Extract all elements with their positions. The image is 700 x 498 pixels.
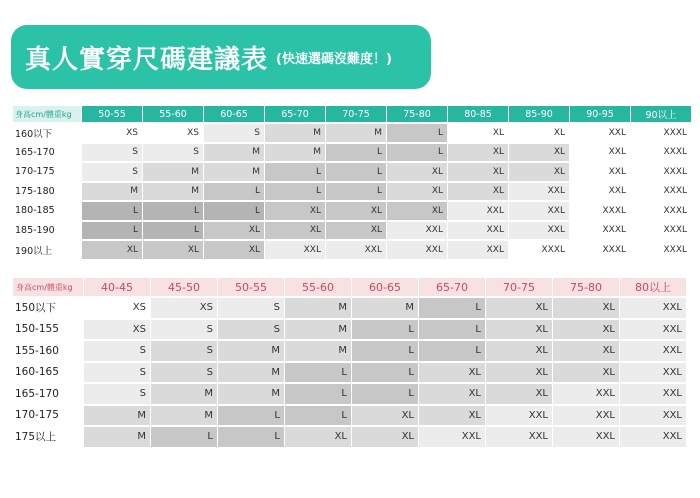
size-cell: XL (486, 298, 552, 318)
size-cell: M (218, 341, 284, 361)
size-cell: XXL (509, 183, 569, 201)
size-cell: XXL (620, 298, 686, 318)
size-cell: XXXL (570, 241, 630, 259)
size-cell: XL (448, 144, 508, 162)
size-cell: L (352, 384, 418, 404)
size-cell: XXL (620, 320, 686, 340)
table-row (13, 406, 686, 426)
size-cell: XXL (620, 341, 686, 361)
size-cell: S (143, 144, 203, 162)
column-header: 70-75 (486, 278, 552, 296)
size-cell: L (352, 341, 418, 361)
size-cell: M (285, 320, 351, 340)
size-cell: XL (265, 202, 325, 220)
size-cell: M (326, 124, 386, 142)
size-cell: XL (387, 163, 447, 181)
size-cell: XL (204, 241, 264, 259)
size-cell: XXXL (631, 241, 691, 259)
size-cell: XL (387, 202, 447, 220)
size-cell: M (84, 427, 150, 447)
size-cell: M (265, 124, 325, 142)
size-cell: L (285, 363, 351, 383)
column-header: 75-80 (387, 106, 447, 122)
row-header: 150-155 (13, 320, 83, 340)
column-header: 90以上 (631, 106, 691, 122)
size-cell: XL (509, 144, 569, 162)
size-cell: XS (82, 124, 142, 142)
row-header: 180-185 (13, 202, 81, 220)
table-row (13, 163, 691, 181)
size-cell: XS (84, 298, 150, 318)
title-banner (11, 25, 431, 89)
table-row (13, 341, 686, 361)
size-cell: XL (486, 341, 552, 361)
size-cell: XL (553, 341, 619, 361)
size-cell: L (352, 320, 418, 340)
size-cell: M (265, 144, 325, 162)
size-cell: S (151, 341, 217, 361)
size-cell: L (419, 320, 485, 340)
size-cell: L (326, 183, 386, 201)
size-cell: XXL (509, 202, 569, 220)
size-cell: XL (387, 183, 447, 201)
size-cell: XL (82, 241, 142, 259)
column-header: 85-90 (509, 106, 569, 122)
size-cell: L (204, 202, 264, 220)
size-cell: M (151, 384, 217, 404)
row-header: 190以上 (13, 241, 81, 259)
page-subtitle: (快速選碼沒難度！) (276, 51, 392, 67)
size-cell: L (82, 202, 142, 220)
size-cell: XL (509, 124, 569, 142)
size-cell: XL (419, 363, 485, 383)
size-cell: XL (509, 163, 569, 181)
column-header: 80以上 (620, 278, 686, 296)
column-header: 65-70 (419, 278, 485, 296)
column-header: 40-45 (84, 278, 150, 296)
size-cell: XXXL (631, 183, 691, 201)
table-row (13, 384, 686, 404)
table-row (13, 320, 686, 340)
size-cell: M (204, 144, 264, 162)
size-cell: M (84, 406, 150, 426)
size-cell: M (352, 298, 418, 318)
table-row (13, 363, 686, 383)
size-cell: L (387, 124, 447, 142)
size-cell: XL (553, 363, 619, 383)
corner-header: 身高cm/體重kg (13, 278, 83, 296)
size-cell: L (265, 183, 325, 201)
size-cell: XXXL (570, 222, 630, 240)
size-cell: XL (486, 363, 552, 383)
size-cell: S (82, 163, 142, 181)
row-header: 150以下 (13, 298, 83, 318)
size-cell: XS (143, 124, 203, 142)
size-cell: M (143, 183, 203, 201)
size-cell: M (285, 341, 351, 361)
size-cell: XXL (326, 241, 386, 259)
size-cell: XXL (570, 163, 630, 181)
size-cell: XL (448, 163, 508, 181)
size-cell: XXL (570, 124, 630, 142)
size-cell: XXL (553, 384, 619, 404)
column-header: 45-50 (151, 278, 217, 296)
size-cell: XXL (265, 241, 325, 259)
size-cell: XXL (387, 241, 447, 259)
size-cell: XXL (570, 183, 630, 201)
size-cell: L (218, 406, 284, 426)
size-cell: S (218, 320, 284, 340)
column-header: 50-55 (218, 278, 284, 296)
size-cell: XXL (570, 144, 630, 162)
size-cell: XXL (448, 202, 508, 220)
size-cell: S (204, 124, 264, 142)
size-cell: L (326, 163, 386, 181)
size-cell: L (285, 406, 351, 426)
size-cell: L (387, 144, 447, 162)
size-cell: XL (352, 406, 418, 426)
size-cell: S (151, 363, 217, 383)
size-cell: M (204, 163, 264, 181)
size-table-top (12, 104, 692, 261)
size-cell: L (265, 163, 325, 181)
size-cell: L (143, 222, 203, 240)
size-cell: L (151, 427, 217, 447)
size-cell: XL (204, 222, 264, 240)
size-cell: S (84, 341, 150, 361)
size-cell: L (143, 202, 203, 220)
size-cell: XXL (509, 222, 569, 240)
table-row (13, 124, 691, 142)
size-cell: S (84, 363, 150, 383)
table-row (13, 144, 691, 162)
table-row (13, 183, 691, 201)
size-cell: M (151, 406, 217, 426)
size-cell: XXL (486, 427, 552, 447)
row-header: 165-170 (13, 144, 81, 162)
row-header: 175以上 (13, 427, 83, 447)
size-cell: XS (151, 298, 217, 318)
size-cell: S (82, 144, 142, 162)
size-cell: XXL (419, 427, 485, 447)
size-cell: XXL (553, 406, 619, 426)
size-cell: M (218, 384, 284, 404)
size-cell: XXL (448, 222, 508, 240)
column-header: 50-55 (82, 106, 142, 122)
size-cell: XL (486, 384, 552, 404)
size-table-bottom (12, 276, 687, 449)
column-header: 75-80 (553, 278, 619, 296)
size-cell: XL (419, 406, 485, 426)
size-cell: M (82, 183, 142, 201)
column-header: 65-70 (265, 106, 325, 122)
size-cell: XXXL (570, 202, 630, 220)
table-row (13, 222, 691, 240)
size-cell: L (204, 183, 264, 201)
size-cell: XL (448, 124, 508, 142)
size-cell: XXL (620, 427, 686, 447)
size-cell: L (285, 384, 351, 404)
size-cell: XL (285, 427, 351, 447)
size-cell: XXXL (631, 163, 691, 181)
size-cell: L (326, 144, 386, 162)
column-header: 55-60 (285, 278, 351, 296)
size-cell: XXXL (631, 202, 691, 220)
size-cell: XL (143, 241, 203, 259)
size-cell: XXXL (509, 241, 569, 259)
table-header-row (13, 278, 686, 296)
size-cell: S (218, 298, 284, 318)
row-header: 165-170 (13, 384, 83, 404)
size-cell: XL (326, 222, 386, 240)
size-cell: XXL (620, 384, 686, 404)
table-row (13, 202, 691, 220)
size-cell: S (151, 320, 217, 340)
table-row (13, 298, 686, 318)
column-header: 60-65 (352, 278, 418, 296)
size-cell: XXXL (631, 222, 691, 240)
column-header: 60-65 (204, 106, 264, 122)
size-cell: L (218, 427, 284, 447)
page-title: 真人實穿尺碼建議表 (25, 44, 269, 75)
size-cell: XXL (553, 427, 619, 447)
size-cell: XL (265, 222, 325, 240)
row-header: 170-175 (13, 406, 83, 426)
size-cell: M (143, 163, 203, 181)
size-cell: XXL (620, 363, 686, 383)
size-cell: XL (352, 427, 418, 447)
size-cell: M (285, 298, 351, 318)
size-cell: XS (84, 320, 150, 340)
size-cell: S (84, 384, 150, 404)
corner-header: 身高cm/體重kg (13, 106, 81, 122)
row-header: 160-165 (13, 363, 83, 383)
table-row (13, 241, 691, 259)
size-cell: XL (448, 183, 508, 201)
column-header: 55-60 (143, 106, 203, 122)
size-cell: XXL (387, 222, 447, 240)
size-cell: XL (419, 384, 485, 404)
column-header: 70-75 (326, 106, 386, 122)
size-cell: XXL (486, 406, 552, 426)
table-row (13, 427, 686, 447)
size-cell: XL (553, 298, 619, 318)
row-header: 155-160 (13, 341, 83, 361)
column-header: 80-85 (448, 106, 508, 122)
row-header: 160以下 (13, 124, 81, 142)
size-cell: XXL (448, 241, 508, 259)
size-cell: XL (486, 320, 552, 340)
size-cell: XL (553, 320, 619, 340)
row-header: 170-175 (13, 163, 81, 181)
table-header-row (13, 106, 691, 122)
size-cell: L (352, 363, 418, 383)
size-cell: L (419, 298, 485, 318)
size-cell: XXXL (631, 144, 691, 162)
size-cell: XXXL (631, 124, 691, 142)
row-header: 185-190 (13, 222, 81, 240)
size-cell: L (82, 222, 142, 240)
size-cell: XXL (620, 406, 686, 426)
row-header: 175-180 (13, 183, 81, 201)
size-cell: L (419, 341, 485, 361)
size-cell: XL (326, 202, 386, 220)
column-header: 90-95 (570, 106, 630, 122)
size-cell: M (218, 363, 284, 383)
